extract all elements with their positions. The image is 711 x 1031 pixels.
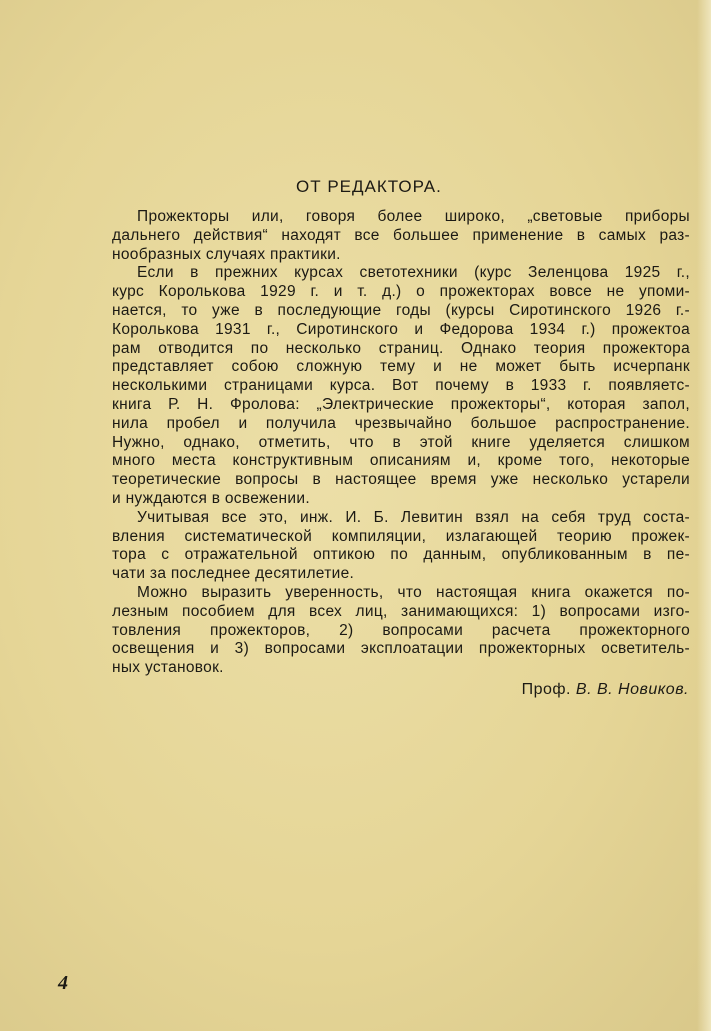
text-line: много места конструктивным описаниям и, кроме того, некоторые	[112, 452, 690, 470]
document-body	[112, 208, 690, 678]
text-line: курс Королькова 1929 г. и т. д.) о прожекторах вовсе не упоми-	[112, 283, 690, 301]
page-title: ОТ РЕДАКТОРА.	[296, 177, 442, 196]
text-line: вления систематической компиляции, излагающей теорию прожек-	[112, 527, 690, 545]
page-number: 4	[58, 972, 68, 994]
text-line: нила пробел и получила чрезвычайно большое распространение.	[112, 414, 690, 432]
text-line: чати за последнее десятилетие.	[112, 565, 355, 583]
text-line: Нужно, однако, отметить, что в этой книге уделяется слишком	[112, 433, 690, 451]
signature-prefix: Проф.	[521, 681, 571, 698]
text-line: и нуждаются в освежении.	[112, 489, 310, 507]
page-edge	[697, 0, 711, 1031]
text-line: ных установок.	[112, 659, 224, 677]
signature	[522, 681, 689, 699]
text-line: освещения и 3) вопросами эксплоатации прожекторных осветитель-	[112, 640, 690, 658]
text-line: товления прожекторов, 2) вопросами расчета прожекторного	[112, 621, 690, 639]
text-line: рам отводится по несколько страниц. Однако теория прожектора	[112, 339, 690, 357]
text-line: представляет собою сложную тему и не может быть исчерпанк	[112, 358, 690, 376]
text-line: нообразных случаях практики.	[112, 245, 341, 263]
text-line: Королькова 1931 г., Сиротинского и Федорова 1934 г.) прожектоа	[112, 320, 690, 338]
text-line: Прожекторы или, говоря более широко, „световые приборы	[137, 208, 690, 225]
text-line: теоретические вопросы в настоящее время уже несколько устарели	[112, 471, 690, 489]
text-line: Если в прежних курсах светотехники (курс Зеленцова 1925 г.,	[137, 264, 690, 282]
text-line: тора с отражательной оптикою по данным, опубликованным в пе-	[112, 546, 690, 564]
text-line: нается, то уже в последующие годы (курсы Сиротинского 1926 г.-	[112, 301, 690, 319]
text-line: дальнего действия“ находят все большее применение в самых раз-	[112, 226, 690, 244]
text-line: Можно выразить уверенность, что настоящая книга окажется по-	[137, 583, 690, 601]
text-line: несколькими страницами курса. Вот почему в 1933 г. появляетс-	[112, 377, 690, 395]
text-line: лезным пособием для всех лиц, занимающихся: 1) вопросами изго-	[112, 602, 690, 620]
text-line: книга Р. Н. Фролова: „Электрические прожекторы“, которая запол,	[112, 395, 690, 413]
text-line: Учитывая все это, инж. И. Б. Левитин взял на себя труд соста-	[137, 508, 690, 526]
signature-name: В. В. Новиков.	[575, 681, 689, 698]
